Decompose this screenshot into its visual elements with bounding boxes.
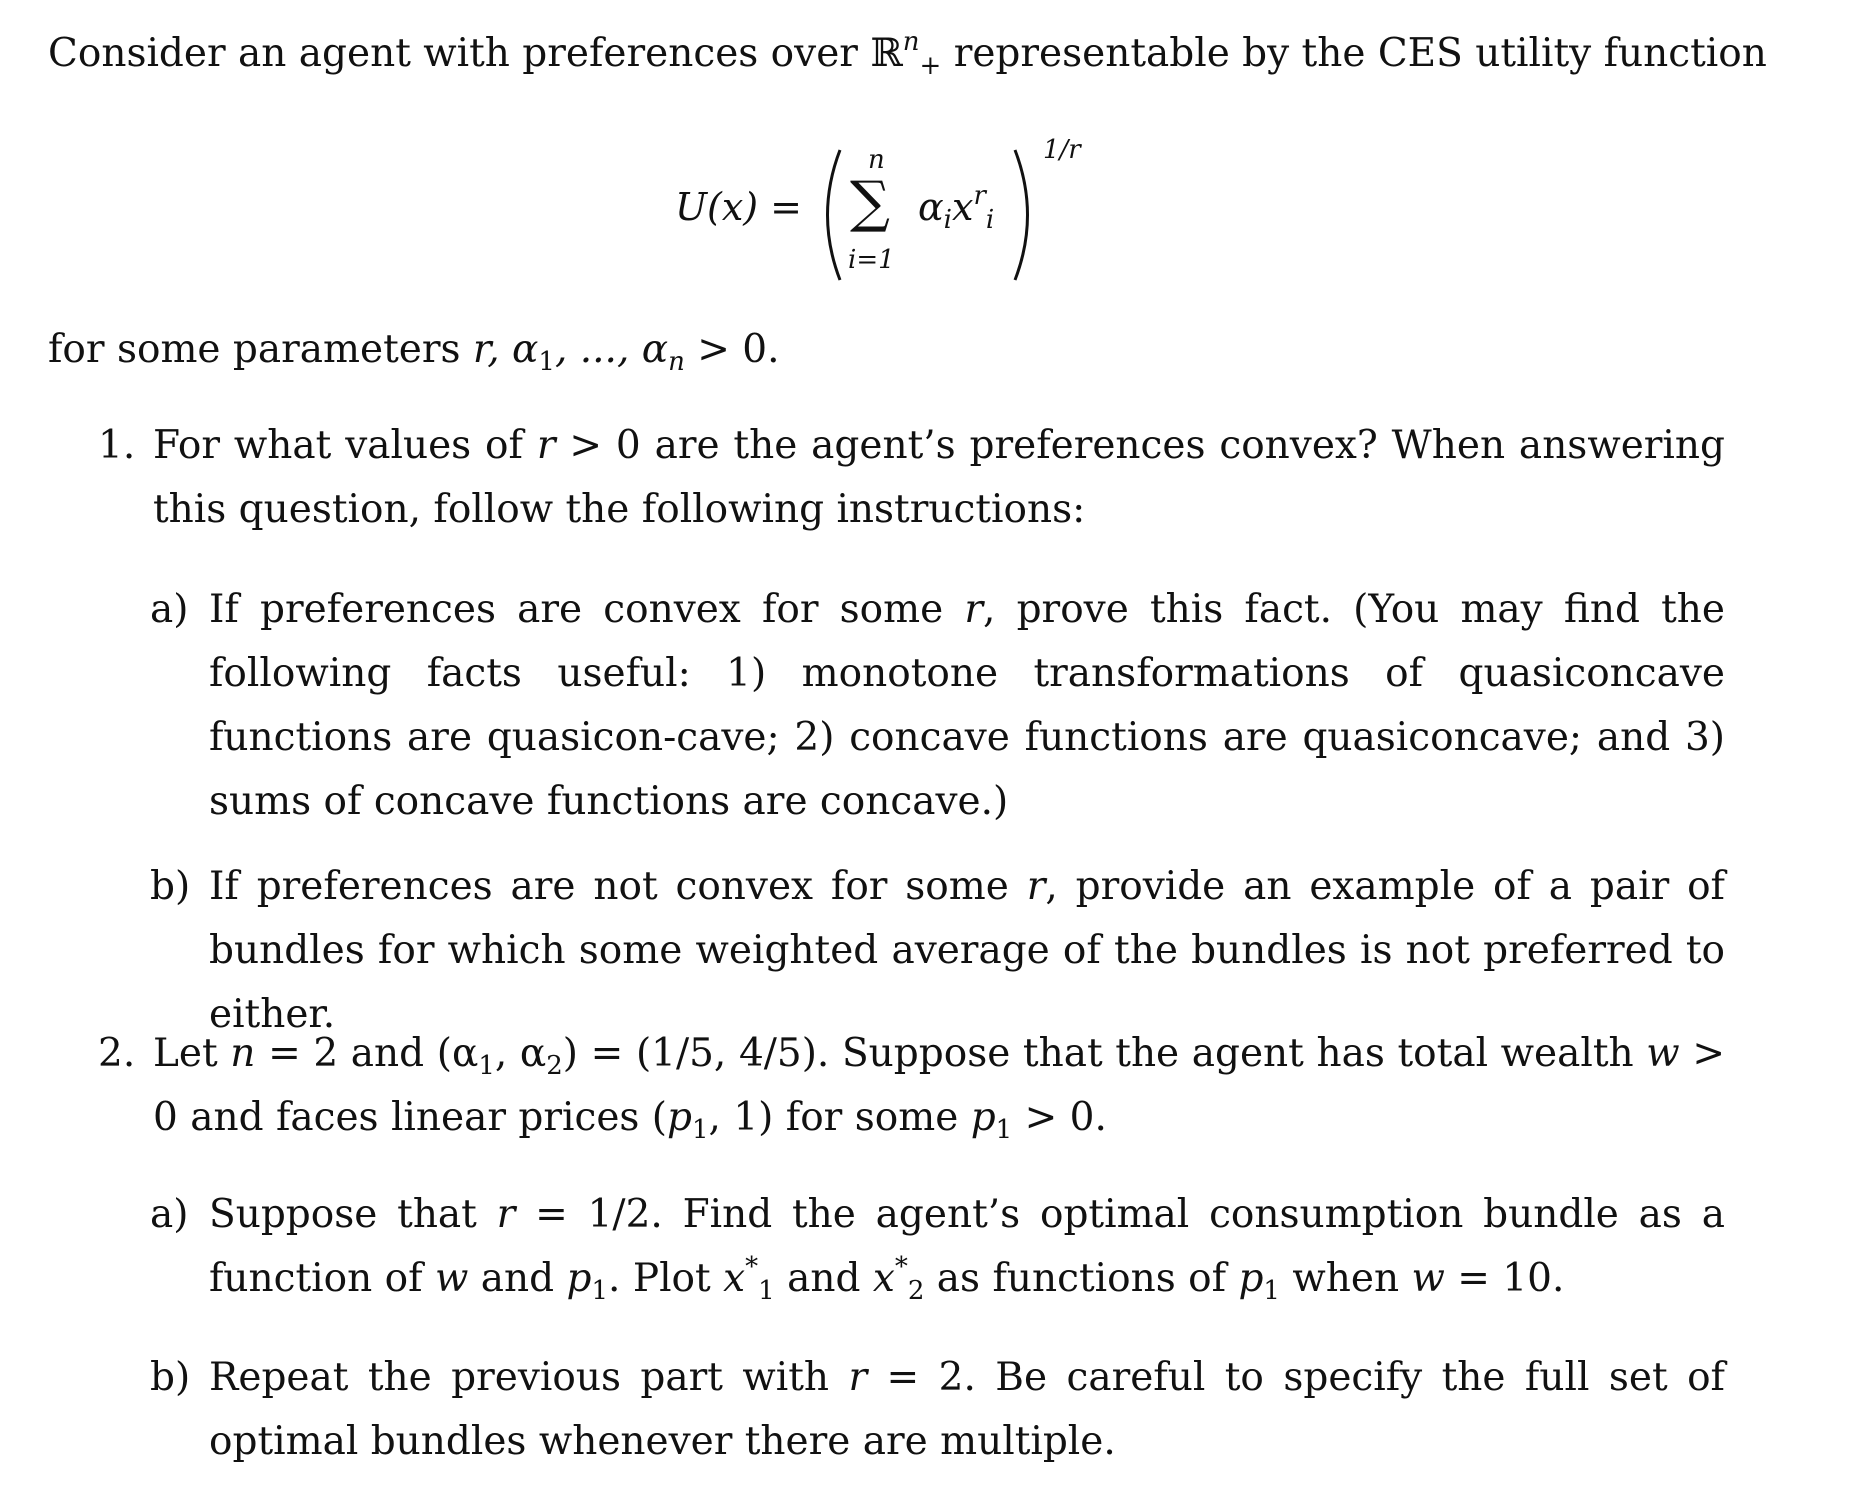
q2a-plot: . Plot [608,1256,711,1301]
q2-eq2: ) = (1/5, 4/5). Suppose that the agent has total wealth [562,1031,1634,1076]
q2-eq1: = 2 and (α [268,1031,479,1076]
q2a-w: w [434,1256,469,1301]
sum-upper-limit: n [868,145,885,175]
alpha: α [918,185,944,229]
q2a-end: = 10. [1457,1256,1565,1301]
formula-exponent: 1/r [1043,135,1081,165]
alpha-sub: i [943,205,952,235]
params-tail: > 0. [697,327,780,372]
q2-comma: , α [494,1031,547,1076]
q2a-and2: and [787,1256,861,1301]
q2b-text-a: Repeat the previous part with [209,1355,830,1400]
q2a-x2sub: 2 [907,1276,925,1306]
q2-mid: , 1) for some [708,1095,959,1140]
question-1-number: 1. [98,423,136,468]
q2a-w2: w [1411,1256,1445,1301]
params-sub1: 1 [538,347,555,377]
reals-sub: + [919,51,942,81]
q2-s1: 1 [478,1051,495,1081]
q1b-r: r [1026,864,1046,909]
q2a-r: r [496,1192,516,1237]
q2a-text-b: = 1/2. Find the agent’s optimal consumption bundle as a function of [209,1192,1725,1301]
q2a-text-a: Suppose that [209,1192,477,1237]
q1-text-a: For what values of [153,423,523,468]
question-1 [98,414,1725,542]
question-1-body [153,414,1725,542]
q2a-p: p [566,1256,592,1301]
question-2b-body [209,1346,1725,1474]
q1-r: r [536,423,556,468]
intro-text-after: representable by the CES utility function [953,31,1767,76]
q2-n: n [230,1031,256,1076]
params-text: for some parameters [48,327,461,372]
q2-ps: 1 [692,1115,709,1145]
x-sup: r [973,181,986,211]
reals-sup: n [902,27,920,57]
q2a-x1sup: * [745,1252,759,1282]
left-paren [810,145,850,285]
question-1a-body [209,578,1725,834]
intro-text-before: Consider an agent with preferences over [48,31,858,76]
question-1b-label: b) [150,864,191,909]
params-mid: , ..., α [554,327,669,372]
question-2-number: 2. [98,1031,136,1076]
question-1b [150,855,1725,1047]
params-subn: n [668,347,685,377]
x-var: x [952,185,974,229]
q2-let: Let [153,1031,218,1076]
question-2 [98,1022,1725,1150]
q2b-r: r [848,1355,868,1400]
reals-symbol: ℝ [870,31,903,76]
q2b-text-b: = 2. Be careful to specify the full set of optimal bundles whenever there are multiple. [209,1355,1725,1464]
question-1b-body [209,855,1725,1047]
sum-lower-limit: i=1 [848,245,895,275]
params-symbols: r, α [472,327,539,372]
question-1a-label: a) [150,587,189,632]
q1b-text-a: If preferences are not convex for some [209,864,1009,909]
q2a-when: when [1292,1256,1400,1301]
q2a-asf: as functions of [936,1256,1227,1301]
question-2b [150,1346,1725,1474]
question-2b-label: b) [150,1355,191,1400]
sum-symbol: ∑ [850,170,890,235]
q2a-ps: 1 [591,1276,609,1306]
q1a-text-a: If preferences are convex for some [209,587,944,632]
parameters-line [48,318,780,382]
q2a-x1sub: 1 [758,1276,775,1306]
sum-term [918,181,995,235]
q1a-r: r [964,587,984,632]
q1-text-b: > 0 are the agent’s preferences convex? When answering this question, follow the following instructions: [153,423,1725,532]
q2-tail: > 0. [1024,1095,1107,1140]
q2-p2: p [970,1095,996,1140]
x-sub: i [985,205,995,235]
q2a-x2sup: * [894,1252,908,1282]
q2a-x2: x [872,1256,895,1301]
right-paren [1005,145,1045,285]
q2a-p2s: 1 [1263,1276,1280,1306]
formula-lhs: U(x) = [675,185,803,229]
ces-utility-formula [675,135,1095,285]
question-2a-label: a) [150,1192,189,1237]
q2a-p2: p [1238,1256,1264,1301]
intro-sentence [48,22,1808,86]
q2-w: w [1646,1031,1680,1076]
question-1a [150,578,1725,834]
q2-gt: > 0 and faces linear prices ( [153,1031,1726,1140]
q2a-x1: x [723,1256,746,1301]
question-2-body [153,1022,1725,1150]
q1b-text-b: , provide an example of a pair of bundles for which some weighted average of the bundles is not preferred to either. [209,864,1725,1037]
q2-s2: 2 [546,1051,563,1081]
question-2a [150,1183,1725,1311]
q2-p2s: 1 [995,1115,1013,1145]
q2-p: p [667,1095,692,1140]
q2a-and: and [480,1256,555,1301]
question-2a-body [209,1183,1725,1311]
q1a-text-b: , prove this fact. (You may find the following facts useful: 1) monotone transformations of quasiconcave functions are quasicon-cave; 2) concave functions are quasiconcave; and 3) sums of concave functions are concave.) [209,587,1725,824]
